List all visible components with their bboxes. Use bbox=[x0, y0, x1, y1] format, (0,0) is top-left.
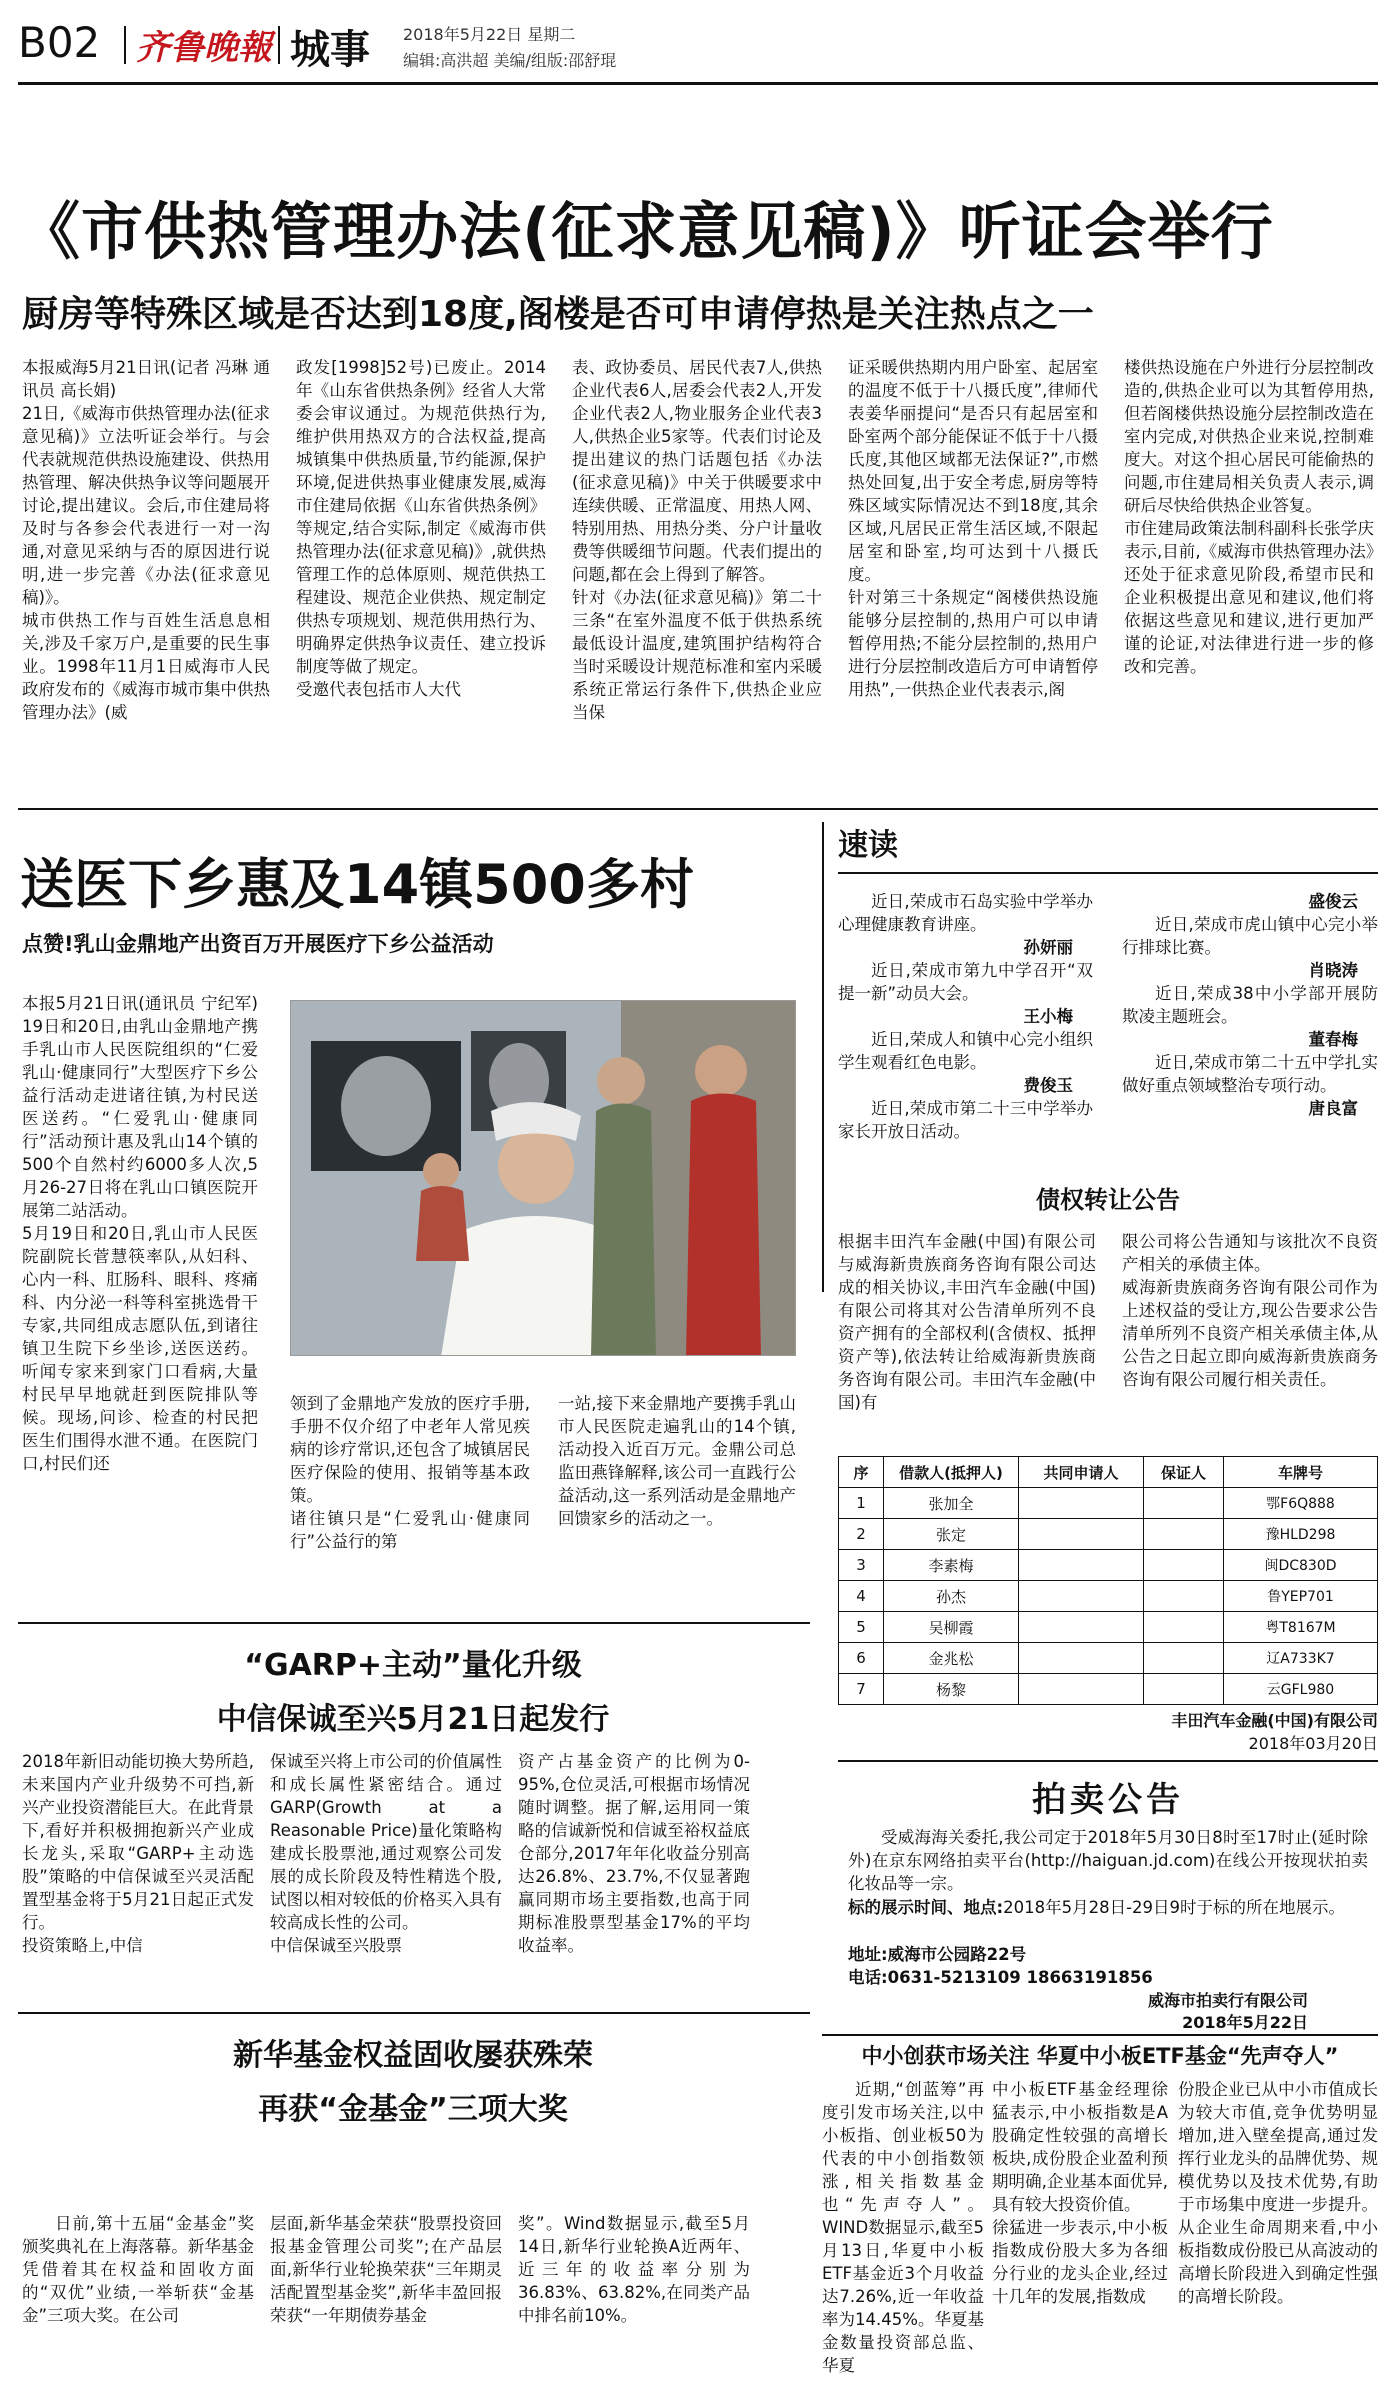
etf-column-1: 近期,“创蓝筹”再度引发市场关注,以中小板指、创业板50为代表的中小创指数领涨,相关指数基金也“先声夺人”。WIND数据显示,截至5月13日,华夏中小板ETF基金近3个月收益达7.26%,近一年收益率为14.45%。华夏基金数量投资部总监、华夏 bbox=[822, 2080, 984, 2375]
quick-item bbox=[838, 1028, 1093, 1074]
auction-date: 2018年5月22日 bbox=[1182, 2013, 1308, 2032]
auction-box bbox=[838, 1760, 1378, 2030]
medical-subheadline: 点赞!乳山金鼎地产出资百万开展医疗下乡公益活动 bbox=[22, 932, 494, 956]
medical-headline: 送医下乡惠及14镇500多村 bbox=[20, 853, 694, 916]
auction-body: 受威海海关委托,我公司定于2018年5月30日8时至17时止(延时除外)在京东网络拍卖平台(http://haiguan.jd.com)在线公开按现状拍卖化妆品等一宗。 bbox=[848, 1828, 1368, 1893]
debt-notice-col2: 限公司将公告通知与该批次不良资产相关的承债主体。 威海新贵族商务咨询有限公司作为上述权益的受让方,现公告要求公告清单所列不良资产相关承债主体,从公告之日起立即向威海新贵族商务咨询有限公司履行相关责任。 bbox=[1122, 1232, 1378, 1389]
quick-read-title: 速读 bbox=[838, 828, 898, 863]
garp-column-2: 保诚至兴将上市公司的价值属性和成长属性紧密结合。通过GARP(Growth at a Reasonable Price)量化策略构建成长股票池,通过观察公司发展的成长阶段及特性精选个股,试图以相对较低的价格买入具有较高成长性的公司。 中信保诚至兴股票 bbox=[270, 1752, 502, 1955]
quick-item bbox=[838, 890, 1093, 936]
quick-item bbox=[1122, 982, 1378, 1028]
xinhua-column-3: 奖”。Wind数据显示,截至5月14日,新华行业轮换A近两年、近三年的收益率分别为36.83%、63.82%,在同类产品中排名前10%。 bbox=[518, 2214, 750, 2325]
col-header-plate: 车牌号 bbox=[1224, 1457, 1378, 1488]
table-row: 1 张加全 鄂F6Q888 bbox=[839, 1488, 1378, 1519]
xinhua-subheadline: 再获“金基金”三项大奖 bbox=[258, 2092, 568, 2127]
lead-headline: 《市供热管理办法(征求意见稿)》听证会举行 bbox=[18, 195, 1274, 268]
quick-item-byline: 肖晓涛 bbox=[1308, 961, 1358, 980]
quick-item-byline: 孙妍丽 bbox=[1023, 938, 1073, 957]
quick-item bbox=[1122, 1051, 1378, 1097]
auction-time-value: 2018年5月28日-29日9时于标的所在地展示。 bbox=[1003, 1898, 1346, 1917]
doctor-xray-photo bbox=[290, 1000, 796, 1356]
auction-title: 拍卖公告 bbox=[1032, 1780, 1184, 1820]
auction-phone-value: 0631-5213109 18663191856 bbox=[887, 1968, 1153, 1987]
quick-item-text: 近日,荣成市第九中学召开“双提一新”动员大会。 bbox=[838, 961, 1093, 1003]
garp-headline: “GARP+主动”量化升级 bbox=[244, 1648, 582, 1683]
etf-column-2: 中小板ETF基金经理徐猛表示,中小板指数是A股确定性较强的高增长板块,成份股企业盈利预期明确,企业基本面优异,具有较大投资价值。 徐猛进一步表示,中小板指数成份股大多为各细分行业的龙头企业,经过十几年的发展,指数成 bbox=[992, 2080, 1168, 2306]
masthead bbox=[18, 8, 1378, 80]
debt-notice-title: 债权转让公告 bbox=[1036, 1186, 1180, 1214]
col-header-index: 序 bbox=[839, 1457, 884, 1488]
garp-subheadline: 中信保诚至兴5月21日起发行 bbox=[216, 1702, 610, 1737]
garp-column-3: 资产占基金资产的比例为0-95%,仓位灵活,可根据市场情况随时调整。据了解,运用同一策略的信诚新悦和信诚至裕权益底仓部分,2017年年化收益分别高达26.8%、23.7%,不仅显著跑赢同期市场主要指数,也高于同期标准股票型基金17%的平均收益率。 bbox=[518, 1752, 750, 1955]
lead-column-4: 证采暖供热期内用户卧室、起居室的温度不低于十八摄氏度”,律师代表姜华丽提问“是否只有起居室和卧室两个部分能保证不低于十八摄氏度,其他区域都无法保证?”,市燃热处回复,出于安全考虑,厨房等特殊区域实际情况达不到18度,其余区域,凡居民正常生活区域,不限起居室和卧室,均可达到十八摄氏度。 针对第三十条规定“阁楼供热设施能够分层控制的,热用户可以申请暂停用热;不能分层控制的,热用户进行分层控制改造后方可申请暂停用热”,一供热企业代表表示,阁 bbox=[848, 358, 1098, 699]
auction-phone bbox=[848, 1966, 1368, 1989]
editor-credits: 编辑:高洪超 美编/组版:邵舒琨 bbox=[403, 51, 617, 70]
quick-item bbox=[1122, 913, 1378, 959]
table-row: 2 张定 豫HLD298 bbox=[839, 1519, 1378, 1550]
quick-item-text: 近日,荣成市石岛实验中学举办心理健康教育讲座。 bbox=[838, 892, 1093, 934]
quick-item-byline: 唐良富 bbox=[1308, 1099, 1358, 1118]
table-row: 3 李素梅 闽DC830D bbox=[839, 1550, 1378, 1581]
issue-date: 2018年5月22日 星期二 bbox=[403, 25, 576, 44]
etf-headline: 中小创获市场关注 华夏中小板ETF基金“先声夺人” bbox=[861, 2044, 1339, 2068]
table-row: 6 金兆松 辽A733K7 bbox=[839, 1643, 1378, 1674]
auction-signer: 威海市拍卖行有限公司 bbox=[1147, 1991, 1308, 2010]
lead-column-3: 表、政协委员、居民代表7人,供热企业代表6人,居委会代表2人,开发企业代表2人,物业服务企业代表3人,供热企业5家等。代表们讨论及提出建议的热门话题包括《办法(征求意见稿)》中关于供暖要求中连续供暖、正常温度、用热人网、特别用热、用热分类、分户计量收费等供暖细节问题。代表们提出的问题,都在会上得到了解答。 针对《办法(征求意见稿)》第二十三条“在室外温度不低于供热系统最低设计温度,建筑围护结构符合当时采暖设计规范标准和室内采暖系统正常运行条件下,供热企业应当保 bbox=[572, 358, 822, 722]
xinhua-headline: 新华基金权益固收屡获殊荣 bbox=[233, 2038, 593, 2073]
quick-item-text: 近日,荣成人和镇中心完小组织学生观看红色电影。 bbox=[838, 1030, 1093, 1072]
garp-column-1: 2018年新旧动能切换大势所趋,未来国内产业升级势不可挡,新兴产业投资潜能巨大。在此背景下,看好并积极拥抱新兴产业成长龙头,采取“GARP+主动选股”策略的中信保诚至兴灵活配置型基金将于5月21日起正式发行。 投资策略上,中信 bbox=[22, 1752, 254, 1955]
table-row: 4 孙杰 鲁YEP701 bbox=[839, 1581, 1378, 1612]
quick-read-right bbox=[1122, 890, 1378, 1120]
auction-address bbox=[848, 1943, 1368, 1966]
auction-address-label: 地址: bbox=[848, 1945, 888, 1964]
quick-item-text: 近日,荣成市虎山镇中心完小举行排球比赛。 bbox=[1122, 915, 1378, 957]
quick-item-byline: 董春梅 bbox=[1308, 1030, 1358, 1049]
col-header-guarantor: 保证人 bbox=[1144, 1457, 1224, 1488]
debt-table bbox=[838, 1456, 1378, 1705]
medical-column-2: 领到了金鼎地产发放的医疗手册,手册不仅介绍了中老年人常见疾病的诊疗常识,还包含了城镇居民医疗保险的使用、报销等基本政策。 诸往镇只是“仁爱乳山·健康同行”公益行的第 bbox=[290, 1394, 530, 1551]
quick-item-byline: 盛俊云 bbox=[1308, 892, 1358, 911]
auction-time bbox=[848, 1896, 1368, 1919]
table-row: 7 杨黎 云GFL980 bbox=[839, 1674, 1378, 1705]
xinhua-column-1: 日前,第十五届“金基金”奖颁奖典礼在上海落幕。新华基金凭借着其在权益和固收方面的“双优”业绩,一举斩获“金基金”三项大奖。在公司 bbox=[22, 2214, 254, 2325]
quick-item-text: 近日,荣成市第二十五中学扎实做好重点领域整治专项行动。 bbox=[1122, 1053, 1378, 1095]
medical-column-3: 一站,接下来金鼎地产要携手乳山市人民医院走遍乳山的14个镇,活动投入近百万元。金鼎公司总监田燕锋解释,该公司一直践行公益活动,这一系列活动是金鼎地产回馈家乡的活动之一。 bbox=[558, 1394, 796, 1528]
debt-signer: 丰田汽车金融(中国)有限公司 bbox=[1171, 1711, 1378, 1730]
col-header-co-applicant: 共同申请人 bbox=[1019, 1457, 1144, 1488]
quick-item bbox=[838, 1097, 1093, 1143]
lead-subheadline: 厨房等特殊区域是否达到18度,阁楼是否可申请停热是关注热点之一 bbox=[22, 294, 1094, 335]
table-row: 5 吴柳霞 粤T8167M bbox=[839, 1612, 1378, 1643]
auction-phone-label: 电话: bbox=[848, 1968, 888, 1987]
debt-date: 2018年03月20日 bbox=[1248, 1734, 1378, 1753]
col-header-borrower: 借款人(抵押人) bbox=[884, 1457, 1019, 1488]
lead-column-5: 楼供热设施在户外进行分层控制改造的,供热企业可以为其暂停用热,但若阁楼供热设施分层控制改造在室内完成,对供热企业来说,控制难度大。对这个担心居民可能偷热的问题,市住建局相关负责人表示,调研后尽快给供热企业答复。 市住建局政策法制科副科长张学庆表示,目前,《威海市供热管理办法》还处于征求意见阶段,希望市民和企业积极提出意见和建议,他们将依据这些意见和建议,进行更加严谨的论证,对法律进行进一步的修改和完善。 bbox=[1124, 358, 1374, 676]
quick-item-text: 近日,荣成38中小学部开展防欺凌主题班会。 bbox=[1122, 984, 1378, 1026]
debt-notice-col1: 根据丰田汽车金融(中国)有限公司与威海新贵族商务咨询有限公司达成的相关协议,丰田汽车金融(中国)有限公司将其对公告清单所列不良资产拥有的全部权利(含债权、抵押资产等),依法转让给威海新贵族商务咨询有限公司。丰田汽车金融(中国)有 bbox=[838, 1232, 1096, 1412]
auction-address-value: 威海市公园路22号 bbox=[887, 1945, 1027, 1964]
auction-time-label: 标的展示时间、地点: bbox=[848, 1898, 1004, 1917]
photo-scene bbox=[291, 1001, 796, 1356]
lead-column-2: 政发[1998]52号)已废止。2014年《山东省供热条例》经省人大常委会审议通过。为规范供热行为,维护供用热双方的合法权益,提高城镇集中供热质量,节约能源,保护环境,促进供热事业健康发展,威海市住建局依据《山东省供热条例》等规定,结合实际,制定《威海市供热管理办法(征求意见稿)》,就供热管理工作的总体原则、规范供热工程建设、规范企业供热、规定制定供热专项规划、规范供用热行为、明确界定供热争议责任、建立投诉制度等做了规定。 受邀代表包括市人大代 bbox=[296, 358, 546, 699]
medical-column-1: 本报5月21日讯(通讯员 宁纪军) 19日和20日,由乳山金鼎地产携手乳山市人民医院组织的“仁爱乳山·健康同行”大型医疗下乡公益行活动走进诸往镇,为村民送医送药。“仁爱乳山·健康同行”活动预计惠及乳山14个镇的500个自然村约6000多人次,5月26-27日将在乳山口镇医院开展第二站活动。 5月19日和20日,乳山市人民医院副院长菅慧筷率队,从妇科、心内一科、肛肠科、眼科、疼痛科、内分泌一科等科室挑选骨干专家,共同组成志愿队伍,到诸往镇卫生院下乡坐诊,送医送药。听闻专家来到家门口看病,大量村民早早地就赶到医院排队等候。现场,问诊、检查的村民把医生们围得水泄不通。在医院门口,村民们还 bbox=[22, 994, 258, 1473]
etf-column-3: 份股企业已从中小市值成长为较大市值,竞争优势明显增加,进入壁垒提高,通过发挥行业龙头的品牌优势、规模优势以及技术优势,有助于市场集中度进一步提升。从企业生命周期来看,中小板指数成份股已从高波动的高增长阶段进入到确定性强的高增长阶段。 bbox=[1178, 2080, 1378, 2306]
page-number: B02 bbox=[18, 18, 101, 67]
section-name: 城事 bbox=[290, 27, 370, 73]
quick-item-byline: 费俊玉 bbox=[1023, 1076, 1073, 1095]
newspaper-logo: 齐鲁晚報 bbox=[136, 28, 272, 68]
quick-item bbox=[838, 959, 1093, 1005]
quick-read-left bbox=[838, 890, 1093, 1143]
lead-column-1: 本报威海5月21日讯(记者 冯琳 通讯员 高长娟) 21日,《威海市供热管理办法(征求意见稿)》立法听证会举行。与会代表就规范供热设施建设、供热用热管理、解决供热争议等问题展开讨论,提出建议。会后,市住建局将及时与各参会代表进行一对一沟通,对意见采纳与否的原因进行说明,进一步完善《办法(征求意见稿)》。 城市供热工作与百姓生活息息相关,涉及千家万户,是重要的民生事业。1998年11月1日威海市人民政府发布的《威海市城市集中供热管理办法》(威 bbox=[22, 358, 270, 722]
xinhua-column-2: 层面,新华基金荣获“股票投资回报基金管理公司奖”;在产品层面,新华行业轮换荣获“三年期灵活配置型基金奖”,新华丰盈回报荣获“一年期债券基金 bbox=[270, 2214, 502, 2325]
quick-item-text: 近日,荣成市第二十三中学举办家长开放日活动。 bbox=[838, 1099, 1093, 1141]
quick-item-byline: 王小梅 bbox=[1023, 1007, 1073, 1026]
